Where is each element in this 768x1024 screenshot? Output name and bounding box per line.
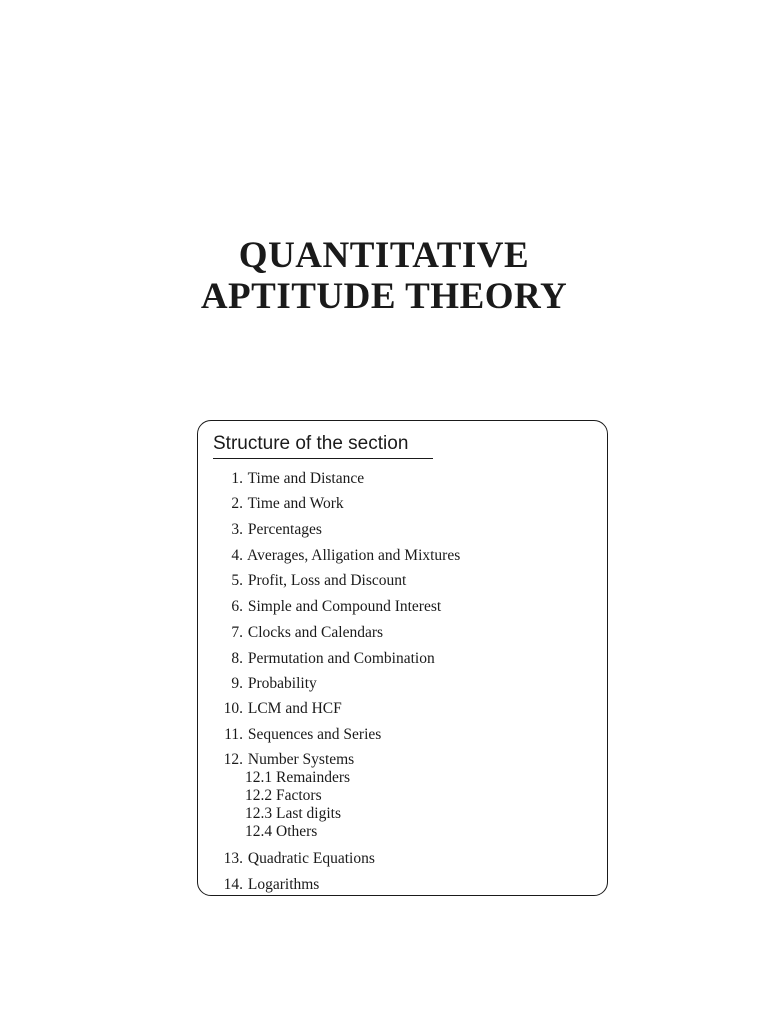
- structure-heading: Structure of the section: [213, 433, 433, 459]
- item-number: 6.: [231, 598, 243, 615]
- item-label: Sequences and Series: [247, 726, 382, 743]
- item-number: 4.: [231, 547, 243, 564]
- item-number: 5.: [231, 572, 243, 589]
- item-number: 10.: [223, 700, 243, 717]
- page-title-line-1: QUANTITATIVE: [238, 235, 530, 276]
- page-title-line-2: APTITUDE THEORY: [200, 276, 568, 317]
- list-item: [198, 573, 406, 589]
- item-number: 8.: [231, 650, 243, 667]
- list-item: [198, 676, 317, 692]
- list-item: [198, 701, 342, 717]
- list-item: [198, 471, 364, 487]
- item-label: Profit, Loss and Discount: [247, 572, 407, 589]
- item-number: 1.: [231, 470, 243, 487]
- item-label: Quadratic Equations: [247, 850, 375, 867]
- sub-list-item: 12.3 Last digits: [245, 805, 342, 822]
- item-label: LCM and HCF: [247, 700, 342, 717]
- list-item: [198, 877, 319, 893]
- item-number: 2.: [231, 495, 243, 512]
- item-number: 9.: [231, 675, 243, 692]
- sub-list-item: 12.2 Factors: [245, 787, 322, 804]
- item-label: Permutation and Combination: [247, 650, 435, 667]
- list-item: [198, 522, 322, 538]
- list-item: [198, 752, 354, 768]
- list-item: [198, 548, 460, 564]
- item-number: 12.: [223, 751, 243, 768]
- list-item: [198, 599, 441, 615]
- list-item: [198, 851, 375, 867]
- item-number: 14.: [223, 876, 243, 893]
- sub-list-item: 12.1 Remainders: [245, 769, 351, 786]
- item-label: Time and Work: [247, 495, 344, 512]
- item-label: Time and Distance: [247, 470, 365, 487]
- list-item: [198, 651, 435, 667]
- item-number: 11.: [224, 726, 243, 743]
- sub-list-item: 12.4 Others: [245, 823, 318, 840]
- item-label: Averages, Alligation and Mixtures: [247, 547, 461, 564]
- item-label: Simple and Compound Interest: [247, 598, 442, 615]
- item-number: 13.: [223, 850, 243, 867]
- item-number: 7.: [231, 624, 243, 641]
- list-item: [198, 496, 344, 512]
- item-label: Percentages: [247, 521, 322, 538]
- list-item: [198, 625, 383, 641]
- section-structure-box: [197, 420, 608, 896]
- list-item: [198, 727, 381, 743]
- item-label: Logarithms: [247, 876, 320, 893]
- item-label: Number Systems: [247, 751, 355, 768]
- item-number: 3.: [231, 521, 243, 538]
- item-label: Probability: [247, 675, 317, 692]
- item-label: Clocks and Calendars: [247, 624, 384, 641]
